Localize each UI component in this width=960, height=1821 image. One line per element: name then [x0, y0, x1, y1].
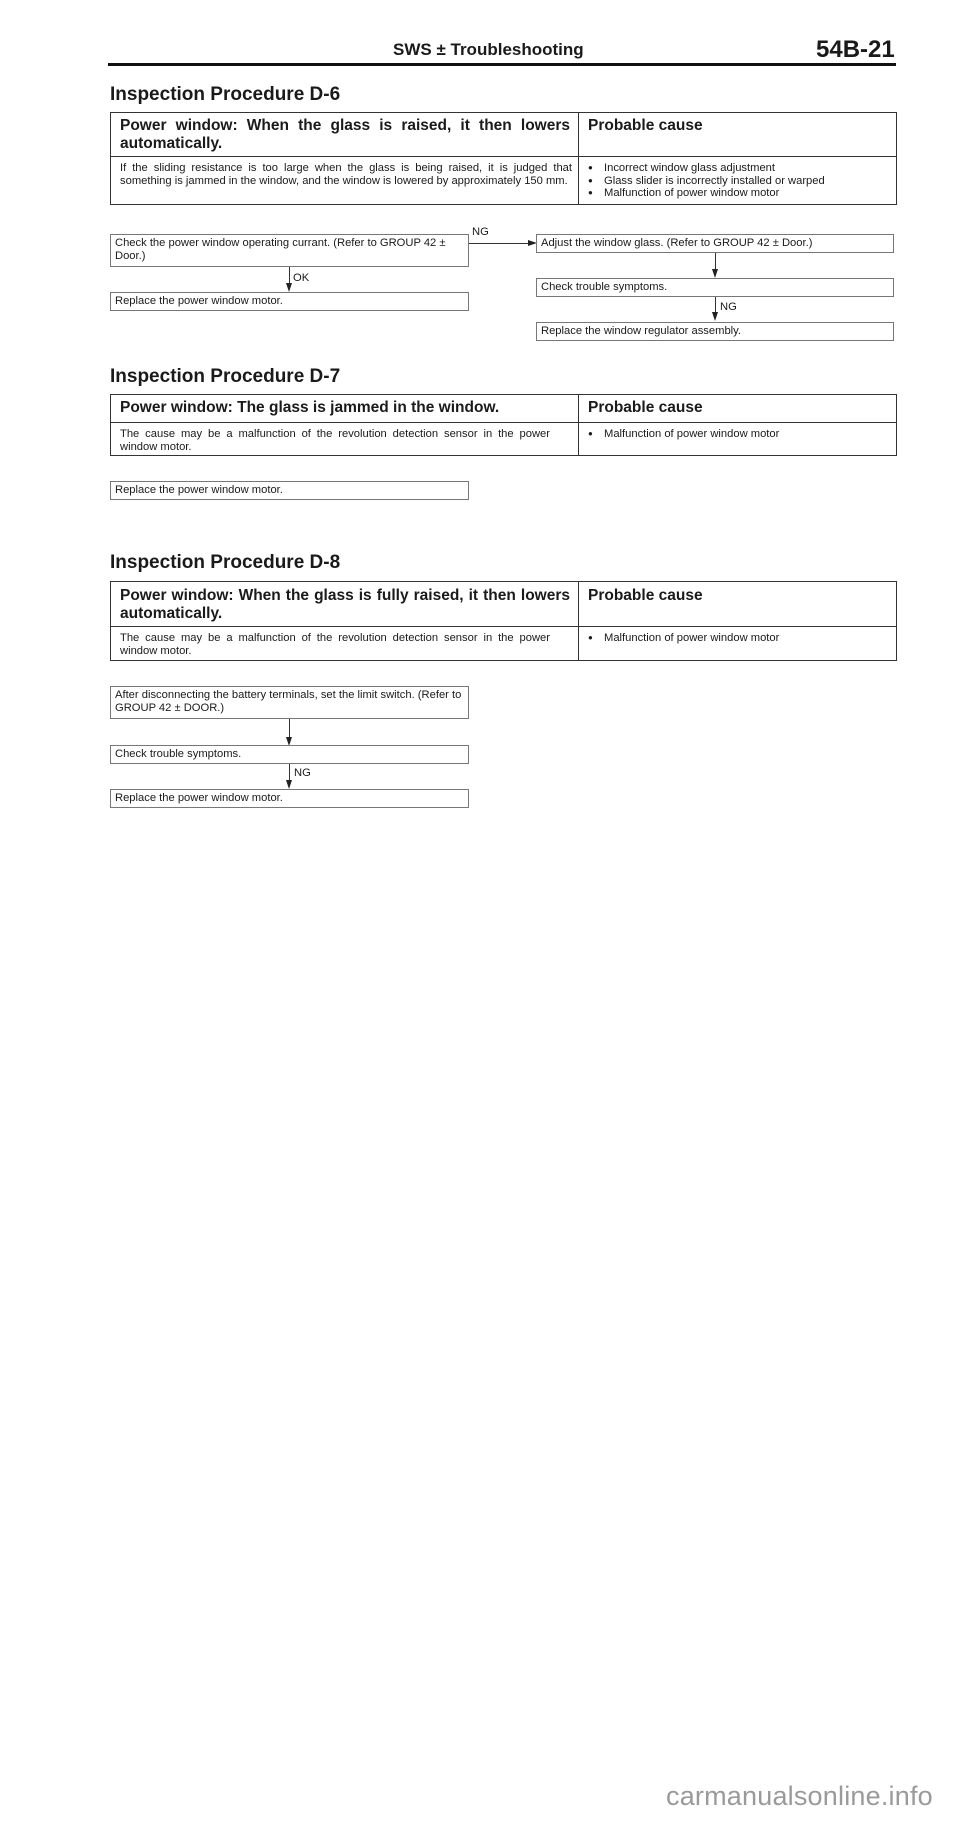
- symptom-table-d6: [110, 112, 897, 205]
- list-item: ● Malfunction of power window motor: [588, 187, 888, 200]
- section-title-d8: Inspection Procedure D-8: [110, 552, 341, 573]
- cause-heading: Probable cause: [588, 399, 703, 416]
- flow-step-replace-motor: Replace the power window motor.: [110, 481, 469, 500]
- arrow-down-icon: [286, 780, 292, 789]
- table-divider: [578, 113, 579, 204]
- table-divider: [111, 626, 896, 627]
- table-divider: [578, 395, 579, 455]
- flow-label-ng: NG: [720, 301, 737, 313]
- section-title-d7: Inspection Procedure D-7: [110, 366, 341, 387]
- list-item: ● Malfunction of power window motor: [588, 428, 888, 441]
- flow-label-ng: NG: [294, 767, 311, 779]
- symptom-heading: Power window: When the glass is fully raised, it then lowers automatically.: [120, 587, 570, 622]
- list-item: ● Incorrect window glass adjustment: [588, 162, 888, 175]
- cause-list: [588, 632, 888, 645]
- symptom-table-d7: [110, 394, 897, 456]
- symptom-heading: Power window: When the glass is raised, it then lowers automatically.: [120, 117, 570, 152]
- cause-list: [588, 428, 888, 441]
- flow-step-check-symptoms: Check trouble symptoms.: [110, 745, 469, 764]
- symptom-description: The cause may be a malfunction of the revolution detection sensor in the power window motor.: [120, 428, 550, 453]
- flow-step-check-current: Check the power window operating currant. (Refer to GROUP 42 ± Door.): [110, 234, 469, 267]
- list-item: ● Glass slider is incorrectly installed or warped: [588, 175, 888, 188]
- flow-step-replace-motor: Replace the power window motor.: [110, 292, 469, 311]
- flow-label-ok: OK: [293, 272, 310, 284]
- list-item: ● Malfunction of power window motor: [588, 632, 888, 645]
- watermark-text: carmanualsonline.info: [666, 1781, 933, 1811]
- symptom-description: If the sliding resistance is too large when the glass is being raised, it is judged that something is jammed in the window, and the window is lowered by approximately 150 mm.: [120, 162, 572, 187]
- symptom-description: The cause may be a malfunction of the revolution detection sensor in the power window motor.: [120, 632, 550, 657]
- header-title: SWS ± Troubleshooting: [393, 40, 584, 59]
- flow-step-adjust-glass: Adjust the window glass. (Refer to GROUP 42 ± Door.): [536, 234, 894, 253]
- arrow-down-icon: [712, 269, 718, 278]
- arrow-down-icon: [712, 312, 718, 321]
- cause-heading: Probable cause: [588, 587, 703, 604]
- flow-step-set-limit-switch: After disconnecting the battery terminals, set the limit switch. (Refer to GROUP 42 ± DOOR.): [110, 686, 469, 719]
- symptom-heading: Power window: The glass is jammed in the window.: [120, 399, 500, 416]
- section-title-d6: Inspection Procedure D-6: [110, 84, 341, 105]
- symptom-table-d8: [110, 581, 897, 661]
- flow-connector: [469, 243, 530, 244]
- flow-label-ng: NG: [472, 226, 489, 238]
- header-rule: [108, 63, 896, 66]
- flow-step-replace-regulator: Replace the window regulator assembly.: [536, 322, 894, 341]
- flow-connector: [715, 253, 716, 270]
- arrow-down-icon: [286, 283, 292, 292]
- table-divider: [111, 156, 896, 157]
- cause-list: [588, 162, 888, 200]
- cause-heading: Probable cause: [588, 117, 703, 134]
- table-divider: [111, 422, 896, 423]
- flow-connector: [289, 764, 290, 781]
- table-divider: [578, 582, 579, 660]
- flow-step-replace-motor: Replace the power window motor.: [110, 789, 469, 808]
- page-number: 54B-21: [816, 36, 895, 63]
- flow-step-check-symptoms: Check trouble symptoms.: [536, 278, 894, 297]
- flow-connector: [289, 267, 290, 284]
